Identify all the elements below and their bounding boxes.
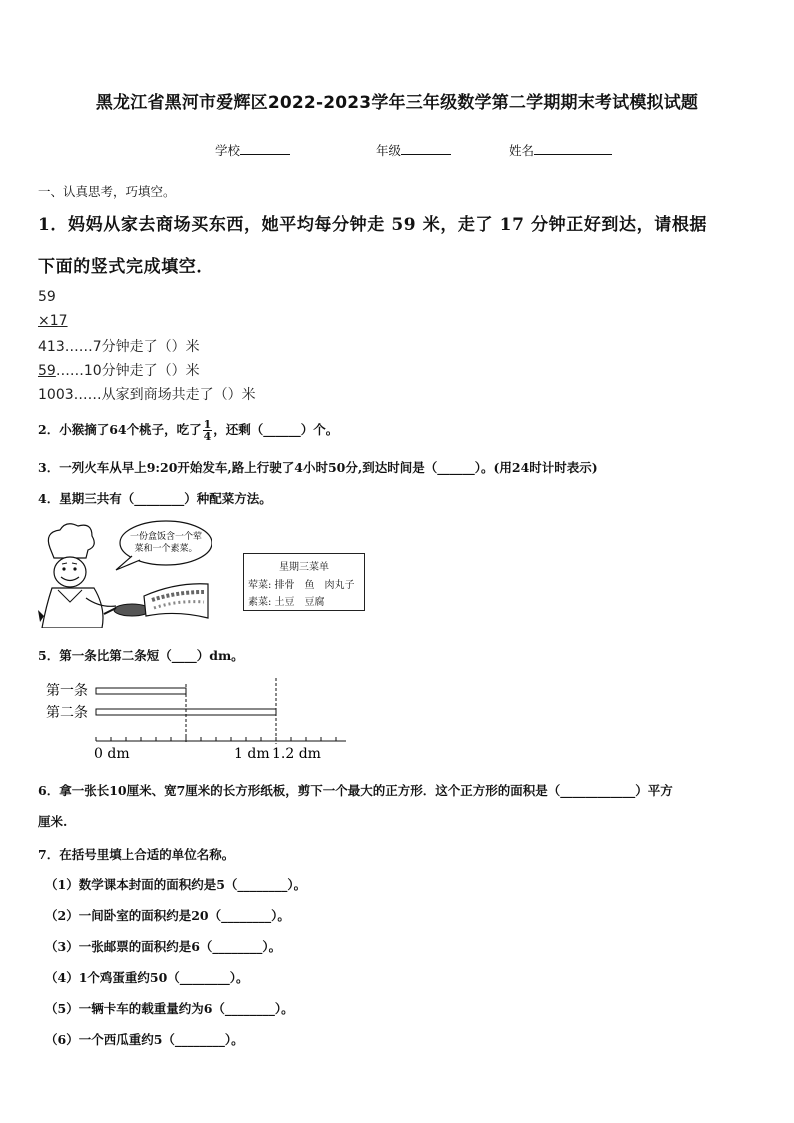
tick-label-12: 1.2 dm	[272, 746, 321, 762]
calc-line-4: 59……10分钟走了（）米	[38, 363, 200, 379]
section-heading: 一、认真思考，巧填空。	[38, 184, 176, 199]
menu-card	[243, 553, 365, 611]
calc-line-1: 59	[38, 289, 56, 305]
q7-item: （5）一辆卡车的载重量约为6（________）。	[45, 1001, 294, 1016]
menu-title: 星期三菜单	[279, 562, 329, 573]
name-field	[509, 141, 612, 159]
bar-line1	[96, 688, 186, 694]
name-label: 姓名	[509, 143, 535, 158]
calc-line-5: 1003……从家到商场共走了（）米	[38, 387, 256, 403]
fraction: $\frac{1}{4}$	[203, 418, 212, 443]
q3-text: 3．一列火车从早上9:20开始发车,路上行驶了4小时50分,到达时间是（______）。(用24时计时表示)	[38, 460, 598, 475]
q1-line1: 1．妈妈从家去商场买东西，她平均每分钟走 59 米，走了 17 分钟正好到达，请根据	[38, 215, 708, 235]
bubble-text-1: 一份盒饭含一个荤	[129, 532, 203, 542]
q7-item: （6）一个西瓜重约5（________）。	[45, 1032, 244, 1047]
school-blank	[240, 142, 290, 155]
q7-item: （2）一间卧室的面积约是20（________）。	[45, 908, 290, 923]
segment-diagram	[38, 676, 358, 764]
q7-item: （1）数学课本封面的面积约是5（________）。	[45, 877, 307, 892]
q2-text: 2．小猴摘了64个桃子，吃了 $\frac{1}{4}$ ，还剩（______）个。	[38, 418, 339, 443]
calc-line-3: 413……7分钟走了（）米	[38, 339, 200, 355]
axis-ticks	[96, 737, 336, 741]
menu-veg: 素菜: 土豆 豆腐	[248, 597, 325, 608]
q7-item: （3）一张邮票的面积约是6（________）。	[45, 939, 282, 954]
name-blank	[534, 142, 612, 155]
grade-field	[376, 141, 451, 159]
page-title: 黑龙江省黑河市爱辉区2022-2023学年三年级数学第二学期期末考试模拟试题	[95, 93, 699, 113]
q7-title: 7．在括号里填上合适的单位名称。	[38, 847, 235, 862]
q1-line2: 下面的竖式完成填空．	[38, 257, 214, 277]
bubble-text-2: 菜和一个素菜。	[134, 544, 198, 554]
tick-label-1: 1 dm	[234, 746, 270, 762]
school-field	[215, 141, 290, 159]
grade-label: 年级	[376, 143, 402, 158]
tick-label-0: 0 dm	[94, 746, 130, 762]
q6-line2: 厘米.	[38, 814, 68, 829]
school-label: 学校	[215, 143, 241, 158]
grade-blank	[401, 142, 451, 155]
label-line2: 第二条	[46, 705, 88, 721]
q6-line1: 6．拿一张长10厘米、宽7厘米的长方形纸板，剪下一个最大的正方形．这个正方形的面积是（____________）平方	[38, 783, 673, 798]
chef-illustration	[36, 518, 212, 628]
label-line1: 第一条	[46, 683, 88, 699]
q5-text: 5．第一条比第二条短（____）dm。	[38, 648, 244, 663]
q4-text: 4．星期三共有（________）种配菜方法。	[38, 491, 272, 506]
calc-line-2: ×17	[38, 313, 68, 329]
q7-item: （4）1个鸡蛋重约50（________）。	[45, 970, 249, 985]
menu-meat: 荤菜: 排骨 鱼 肉丸子	[248, 580, 355, 591]
